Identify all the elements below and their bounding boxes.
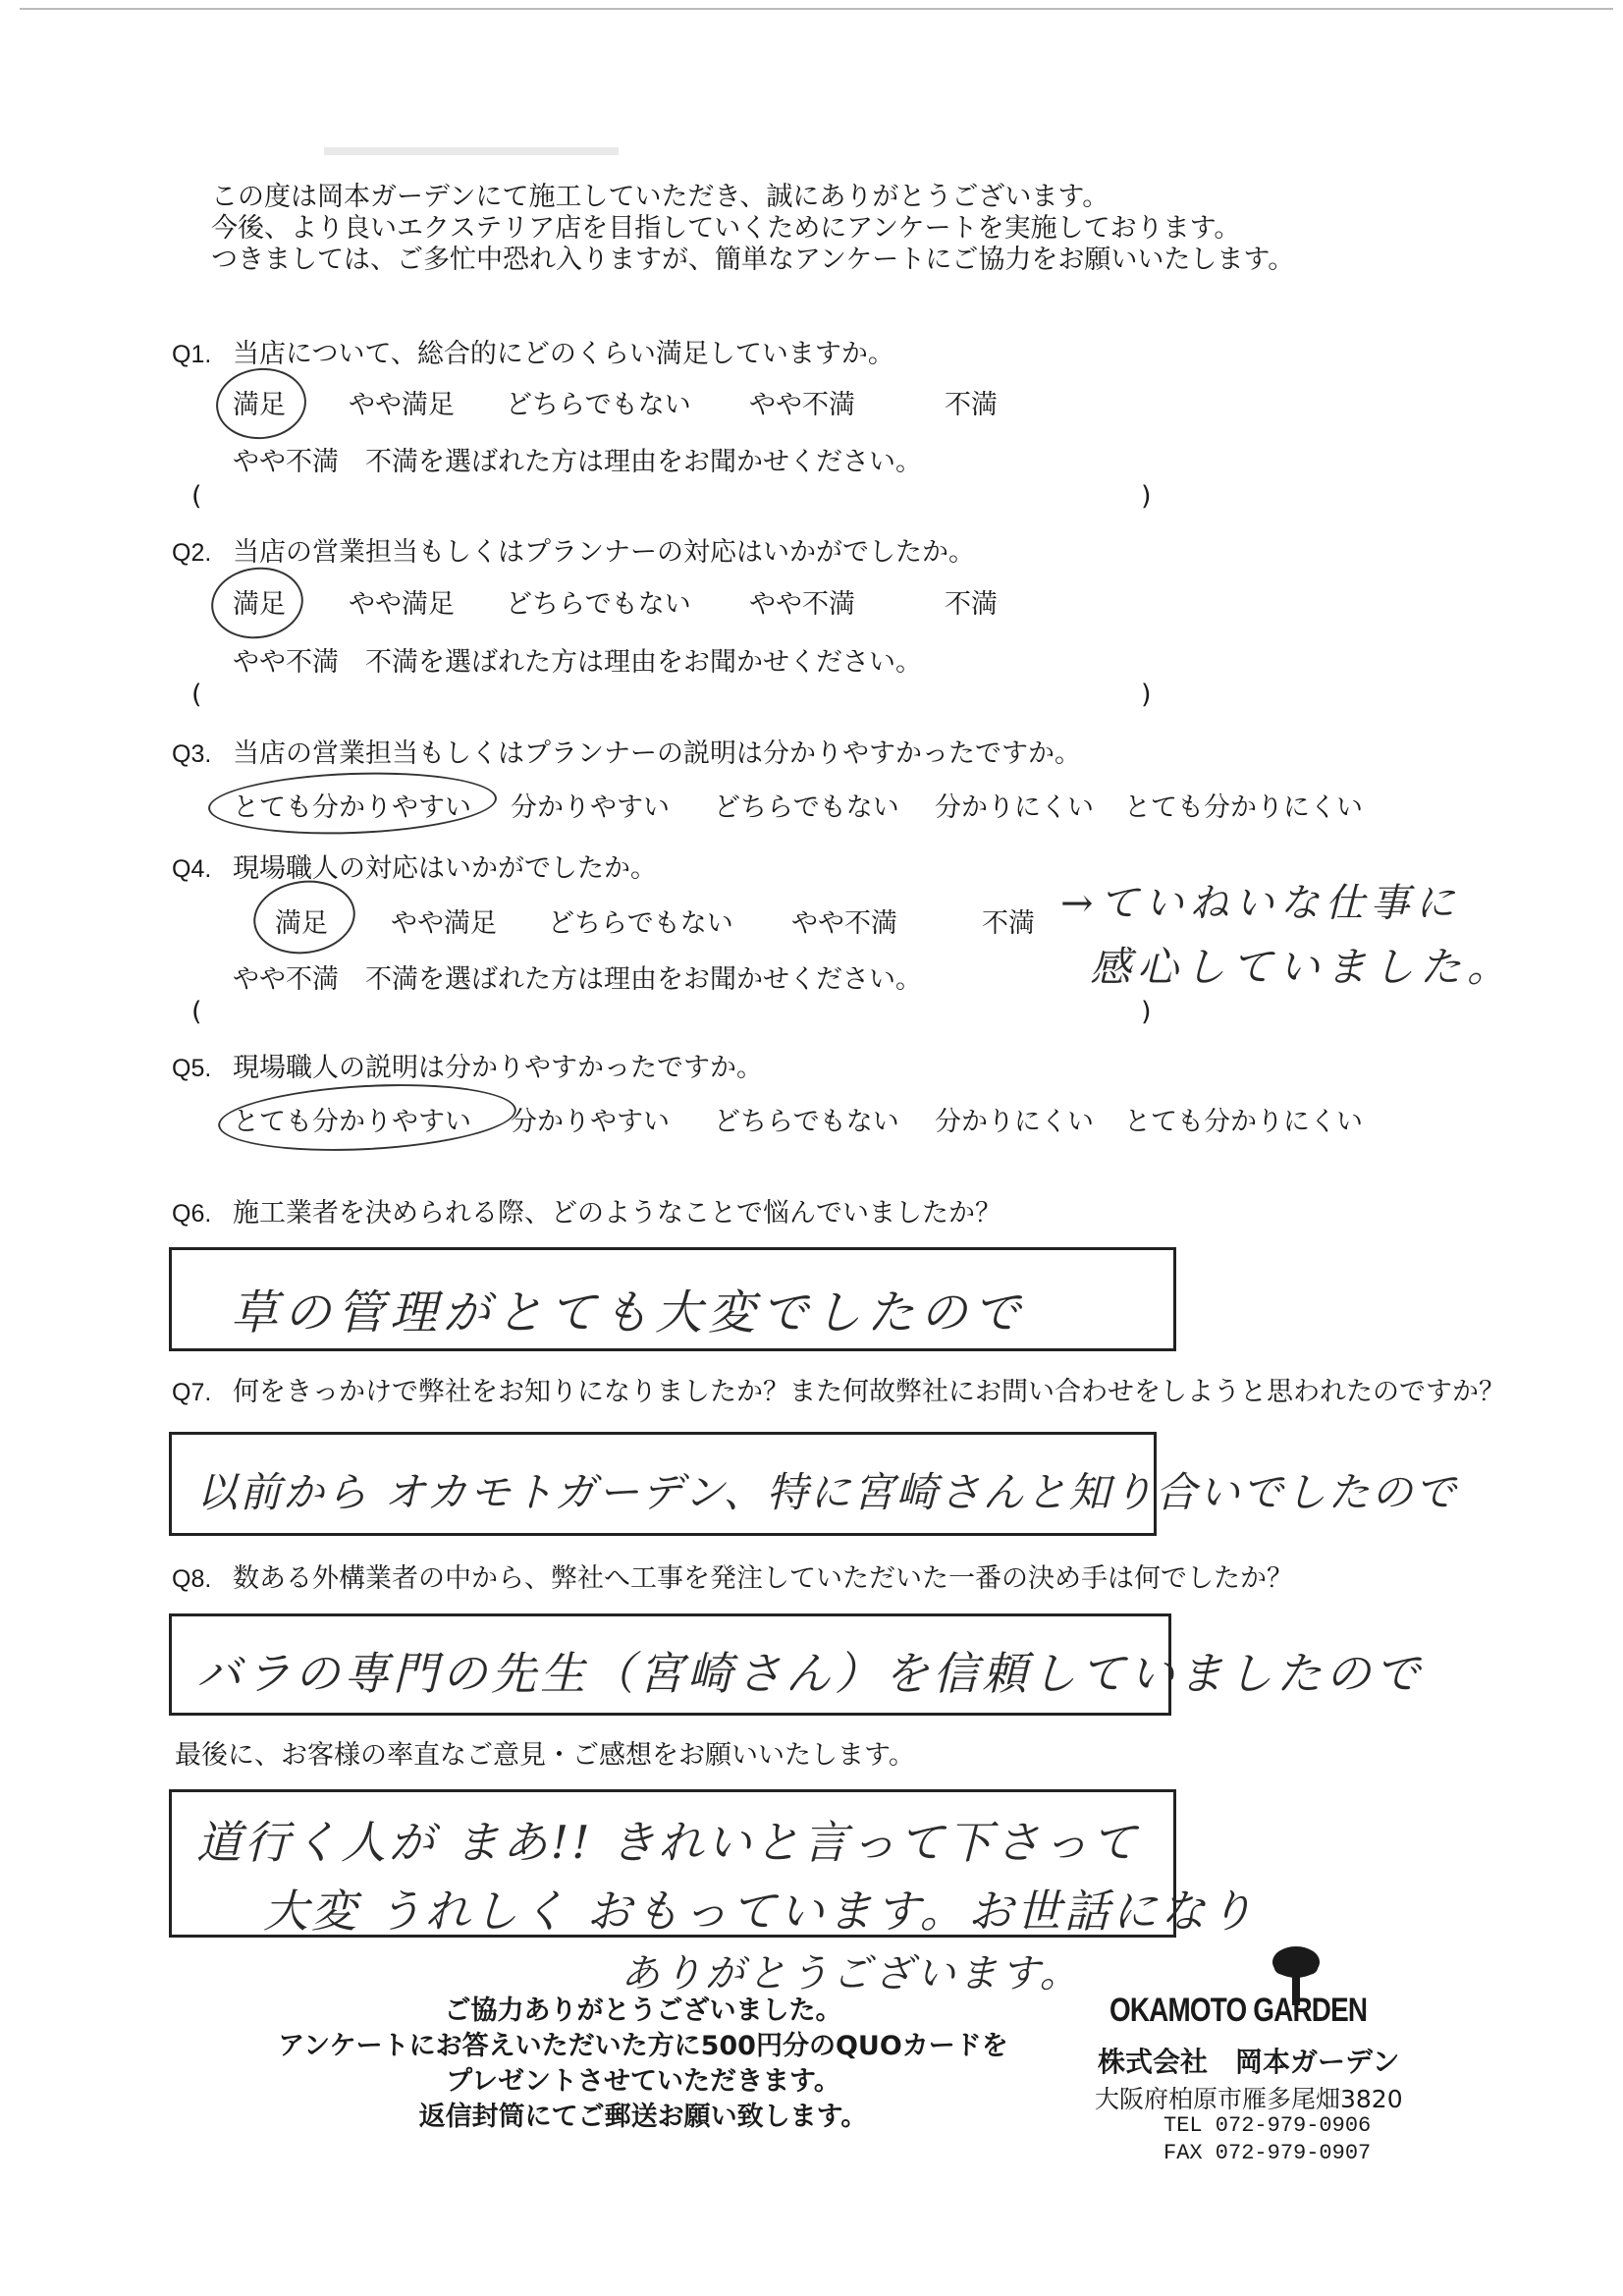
question-text: 最後に、お客様の率直なご意見・ご感想をお願いいたします。 — [175, 1740, 915, 1771]
option-somewhat-dissatisfied[interactable]: やや不満 — [749, 390, 855, 420]
option-somewhat-satisfied[interactable]: やや満足 — [349, 589, 455, 620]
footer-message — [250, 1994, 1036, 2135]
question-2 — [172, 530, 975, 569]
handwritten-answer: 大変 うれしく おもっています。お世話になり — [263, 1885, 1257, 1938]
option-somewhat-dissatisfied[interactable]: やや不満 — [749, 589, 855, 620]
question-7 — [172, 1370, 1505, 1408]
option-neutral[interactable]: どちらでもない — [714, 1107, 899, 1137]
handwritten-answer: 以前から オカモトガーデン、特に宮崎さんと知り合いでしたので — [196, 1468, 1458, 1516]
intro-text — [211, 182, 1294, 276]
option-dissatisfied[interactable]: 不満 — [982, 908, 1035, 939]
paren-open: ( — [191, 997, 202, 1027]
handwritten-answer: ありがとうございます。 — [621, 1951, 1082, 1996]
option-very-clear[interactable]: とても分かりやすい — [233, 793, 471, 823]
question-text: 現場職人の説明は分かりやすかったですか。 — [233, 1053, 763, 1083]
company-name: 株式会社 岡本ガーデン — [1098, 2046, 1400, 2078]
question-4 — [172, 847, 657, 885]
question-number: Q2. — [172, 539, 212, 567]
option-unclear[interactable]: 分かりにくい — [935, 1107, 1094, 1137]
logo-text: OKAMOTO GARDEN — [1109, 1992, 1368, 2029]
question-number: Q1. — [172, 341, 212, 368]
footer-line: ご協力ありがとうございました。 — [444, 1995, 842, 2026]
option-neutral[interactable]: どちらでもない — [548, 908, 733, 939]
footer-line: アンケートにお答えいただいた方に500円分のQUOカードを — [278, 2031, 1008, 2061]
question-text: 施工業者を決められる際、どのようなことで悩んでいましたか？ — [233, 1198, 1001, 1229]
question-number: Q6. — [172, 1200, 212, 1228]
option-clear[interactable]: 分かりやすい — [511, 793, 670, 823]
option-very-clear[interactable]: とても分かりやすい — [233, 1107, 471, 1137]
question-6 — [172, 1191, 1001, 1230]
option-very-unclear[interactable]: とても分かりにくい — [1124, 793, 1363, 823]
paren-close: ) — [1141, 997, 1152, 1027]
paren-close: ) — [1141, 680, 1152, 710]
question-text: 当店について、総合的にどのくらい満足していますか。 — [233, 339, 894, 369]
option-satisfied[interactable]: 満足 — [233, 390, 286, 420]
company-tel: TEL 072-979-0906 — [1163, 2113, 1372, 2138]
paren-open: ( — [191, 481, 202, 512]
question-number: Q3. — [172, 740, 212, 768]
paren-open: ( — [191, 680, 202, 710]
option-neutral[interactable]: どちらでもない — [506, 390, 691, 420]
question-1 — [172, 332, 894, 370]
handwritten-answer: バラの専門の先生（宮崎さん）を信頼していましたので — [196, 1647, 1424, 1700]
handwritten-comment: →ていねいな仕事に — [1060, 881, 1461, 926]
question-number: Q5. — [172, 1055, 212, 1082]
option-satisfied[interactable]: 満足 — [233, 589, 286, 620]
handwritten-answer: 草の管理がとても大変でしたので — [231, 1285, 1027, 1340]
question-8 — [172, 1557, 1293, 1595]
footer-line: プレゼントさせていただきます。 — [446, 2066, 840, 2097]
final-comments-prompt — [175, 1733, 915, 1772]
question-text: 数ある外構業者の中から、弊社へ工事を発注していただいた一番の決め手は何でしたか？ — [233, 1563, 1293, 1594]
option-clear[interactable]: 分かりやすい — [511, 1107, 670, 1137]
company-address: 大阪府柏原市雁多尾畑3820 — [1095, 2085, 1403, 2113]
question-number: Q4. — [172, 855, 212, 883]
option-somewhat-dissatisfied[interactable]: やや不満 — [791, 908, 897, 939]
paren-close: ) — [1141, 481, 1152, 512]
reason-prompt: やや不満 不満を選ばれた方は理由をお聞かせください。 — [233, 647, 922, 678]
company-logo — [1109, 1954, 1443, 2033]
question-number: Q8. — [172, 1565, 212, 1593]
scan-top-edge — [20, 8, 1613, 10]
option-satisfied[interactable]: 満足 — [275, 908, 328, 939]
intro-line: つきましては、ご多忙中恐れ入りますが、簡単なアンケートにご協力をお願いいたします。 — [211, 245, 1295, 275]
option-somewhat-satisfied[interactable]: やや満足 — [349, 390, 455, 420]
option-dissatisfied[interactable]: 不満 — [945, 589, 998, 620]
question-3 — [172, 732, 1081, 770]
reason-prompt: やや不満 不満を選ばれた方は理由をお聞かせください。 — [233, 447, 922, 477]
question-number: Q7. — [172, 1379, 212, 1406]
question-5 — [172, 1046, 763, 1084]
question-text: 何をきっかけで弊社をお知りになりましたか？また何故弊社にお問い合わせをしようと思われたのですか？ — [233, 1377, 1505, 1407]
question-text: 当店の営業担当もしくはプランナーの対応はいかがでしたか。 — [233, 537, 975, 568]
option-very-unclear[interactable]: とても分かりにくい — [1124, 1107, 1363, 1137]
handwritten-comment: 感心していました。 — [1090, 943, 1515, 991]
option-somewhat-satisfied[interactable]: やや満足 — [391, 908, 497, 939]
question-text: 当店の営業担当もしくはプランナーの説明は分かりやすかったですか。 — [233, 738, 1081, 769]
question-text: 現場職人の対応はいかがでしたか。 — [233, 853, 657, 884]
reason-prompt: やや不満 不満を選ばれた方は理由をお聞かせください。 — [233, 964, 922, 995]
option-neutral[interactable]: どちらでもない — [506, 589, 691, 620]
handwritten-answer: 道行く人が まあ!! きれいと言って下さって — [196, 1816, 1140, 1869]
intro-line: この度は岡本ガーデンにて施工していただき、誠にありがとうございます。 — [211, 182, 1109, 212]
footer-line: 返信封筒にてご郵送お願い致します。 — [418, 2102, 868, 2132]
option-neutral[interactable]: どちらでもない — [714, 793, 899, 823]
company-fax: FAX 072-979-0907 — [1163, 2141, 1372, 2165]
intro-line: 今後、より良いエクステリア店を目指していくためにアンケートを実施しております。 — [211, 213, 1241, 244]
scan-smudge — [324, 147, 619, 155]
option-dissatisfied[interactable]: 不満 — [945, 390, 998, 420]
option-unclear[interactable]: 分かりにくい — [935, 793, 1094, 823]
